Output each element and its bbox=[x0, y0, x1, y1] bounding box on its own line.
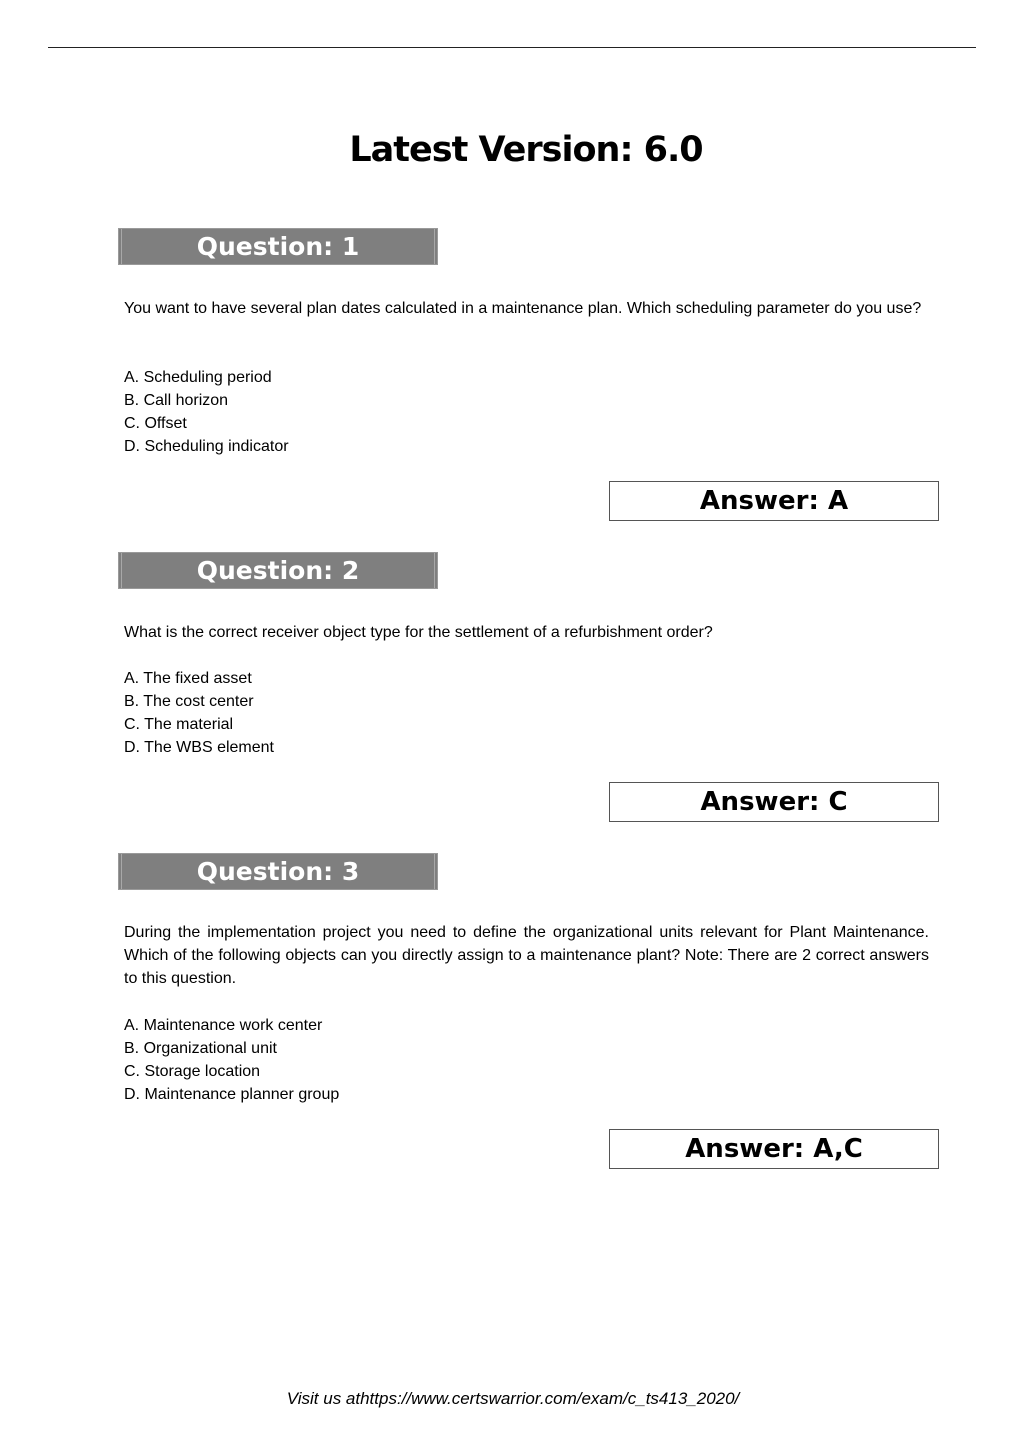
option-d: D. Maintenance planner group bbox=[124, 1086, 340, 1103]
top-rule bbox=[48, 47, 976, 48]
option-b: B. Call horizon bbox=[124, 392, 229, 409]
option-c: C. Offset bbox=[124, 415, 187, 432]
question-2-text: What is the correct receiver object type for the settlement of a refurbishment order? bbox=[124, 624, 713, 641]
option-a: A. Scheduling period bbox=[124, 369, 272, 386]
question-3-answer: Answer: A,C bbox=[609, 1129, 939, 1169]
question-1-options bbox=[124, 366, 289, 458]
option-c: C. The material bbox=[124, 716, 234, 733]
option-a: A. The fixed asset bbox=[124, 670, 252, 687]
page-title: Latest Version: 6.0 bbox=[349, 130, 703, 170]
option-c: C. Storage location bbox=[124, 1063, 261, 1080]
question-2-banner: Question: 2 bbox=[118, 552, 438, 589]
question-3-text: During the implementation project you need to define the organizational units relevant for Plant Maintenance. Which of the following objects can you directly assign to a maintenance plant? Note: There are 2 correct answers to this question. bbox=[124, 924, 929, 987]
question-1-answer: Answer: A bbox=[609, 481, 939, 521]
option-a: A. Maintenance work center bbox=[124, 1017, 323, 1034]
option-d: D. Scheduling indicator bbox=[124, 438, 289, 455]
footer-link[interactable]: Visit us athttps://www.certswarrior.com/exam/c_ts413_2020/ bbox=[286, 1389, 740, 1408]
question-3-banner: Question: 3 bbox=[118, 853, 438, 890]
option-b: B. The cost center bbox=[124, 693, 254, 710]
question-1-banner: Question: 1 bbox=[118, 228, 438, 265]
question-2-answer: Answer: C bbox=[609, 782, 939, 822]
question-1-text: You want to have several plan dates calculated in a maintenance plan. Which scheduling parameter do you use? bbox=[124, 300, 922, 317]
question-2-options bbox=[124, 667, 274, 759]
question-3-options bbox=[124, 1014, 339, 1106]
option-b: B. Organizational unit bbox=[124, 1040, 277, 1057]
option-d: D. The WBS element bbox=[124, 739, 274, 756]
